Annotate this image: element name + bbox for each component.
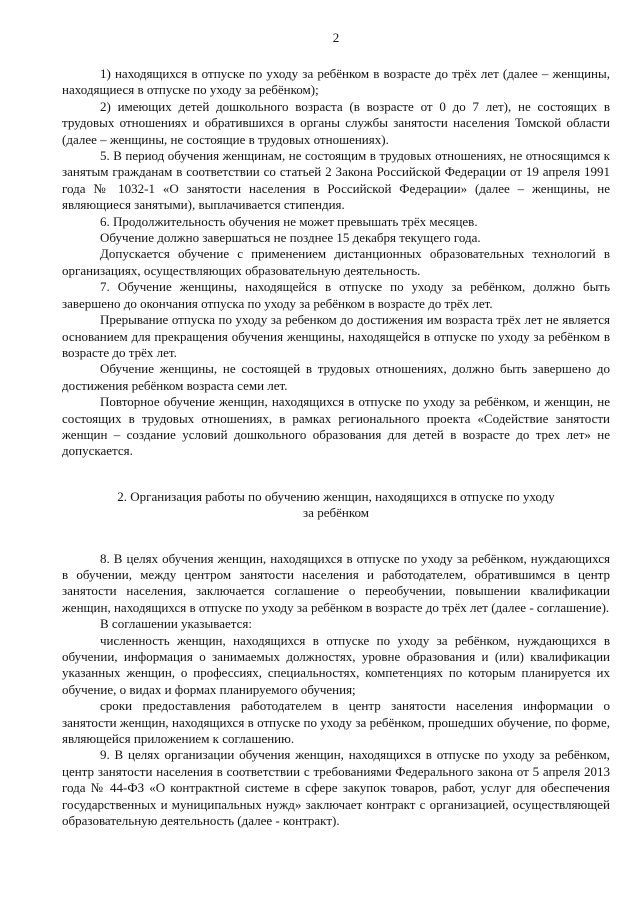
paragraph-8-agreement-heading: В соглашении указывается:	[100, 616, 252, 632]
paragraph-7-interruption: Прерывание отпуска по уходу за ребенком до достижения им возраста трёх лет не является основанием для прекращения обучения женщины, находящейся в отпуске по уходу за ребёнком в возрасте до трёх лет.	[62, 312, 610, 360]
paragraph-item-2: 2) имеющих детей дошкольного возраста (в возрасте от 0 до 7 лет), не состоящих в трудовых отношениях и обратившихся в органы службы занятости населения Томской области (далее – женщины, не состоящие в трудовых отношениях).	[62, 98, 610, 147]
page-number: 2	[332, 30, 340, 45]
paragraphs-top	[62, 66, 610, 460]
paragraph-9: 9. В целях организации обучения женщин, находящихся в отпуске по уходу за ребёнком, центр занятости населения в соответствии с требованиями Федерального закона от 5 апреля 2013 года № 44-ФЗ «О контрактной системе в сфере закупок товаров, работ, услуг для обеспечения государственных и муниципальных нужд» заключает контракт с организацией, осуществляющей образовательную деятельность (далее - контракт).	[62, 747, 610, 829]
paragraph-8-headcount: численность женщин, находящихся в отпуске по уходу за ребёнком, нуждающихся в обучении, информация о занимаемых должностях, уровне образования и (или) квалификации указанных женщин, о профессиях, специальностях, компетенциях по которым планируется их обучение, о видах и формах планируемого обучения;	[62, 632, 610, 697]
paragraph-6-deadline: Обучение должно завершаться не позднее 15 декабря текущего года.	[100, 230, 481, 246]
paragraph-6: 6. Продолжительность обучения не может превышать трёх месяцев.	[100, 213, 478, 229]
paragraph-8: 8. В целях обучения женщин, находящихся в отпуске по уходу за ребёнком, нуждающихся в обучении, между центром занятости населения и работодателем, обратившимся в центр занятости населения, заключается соглашение о переобучении, повышении квалификации женщин, находящихся в отпуске по уходу за ребёнком в возрасте до трёх лет (далее - соглашение).	[62, 550, 610, 615]
document-page	[62, 30, 610, 829]
paragraph-6-distance: Допускается обучение с применением дистанционных образовательных технологий в организациях, осуществляющих образовательную деятельность.	[62, 246, 610, 278]
paragraphs-bottom	[62, 551, 610, 830]
paragraph-7-age-seven: Обучение женщины, не состоящей в трудовых отношениях, должно быть завершено до достижения ребёнком возраста семи лет.	[62, 361, 610, 393]
paragraph-7-repeat: Повторное обучение женщин, находящихся в отпуске по уходу за ребёнком, и женщин, не состоящих в трудовых отношениях, в рамках регионального проекта «Содействие занятости женщин – создание условий дошкольного образования для детей в возрасте до трех лет» не допускается.	[62, 394, 610, 459]
paragraph-7: 7. Обучение женщины, находящейся в отпуске по уходу за ребёнком, должно быть завершено до окончания отпуска по уходу за ребёнком в возрасте до трёх лет.	[62, 279, 610, 311]
section-title-line-1: 2. Организация работы по обучению женщин, находящихся в отпуске по уходу	[117, 488, 555, 504]
section-title-line-2: за ребёнком	[303, 505, 369, 521]
paragraph-8-deadlines: сроки предоставления работодателем в центр занятости населения информации о занятости женщин, находящихся в отпуске по уходу за ребёнком, прошедших обучение, по форме, являющейся приложением к соглашению.	[62, 698, 610, 747]
paragraph-item-1: 1) находящихся в отпуске по уходу за ребёнком в возрасте до трёх лет (далее – женщины, находящиеся в отпуске по уходу за ребёнком);	[62, 66, 610, 98]
section-title	[62, 489, 610, 522]
paragraph-5: 5. В период обучения женщинам, не состоящим в трудовых отношениях, не относящимся к занятым гражданам в соответствии со статьей 2 Закона Российской Федерации от 19 апреля 1991 года № 1032-1 «О занятости населения в Российской Федерации» (далее – женщины, не являющиеся занятыми), выплачивается стипендия.	[62, 148, 610, 213]
